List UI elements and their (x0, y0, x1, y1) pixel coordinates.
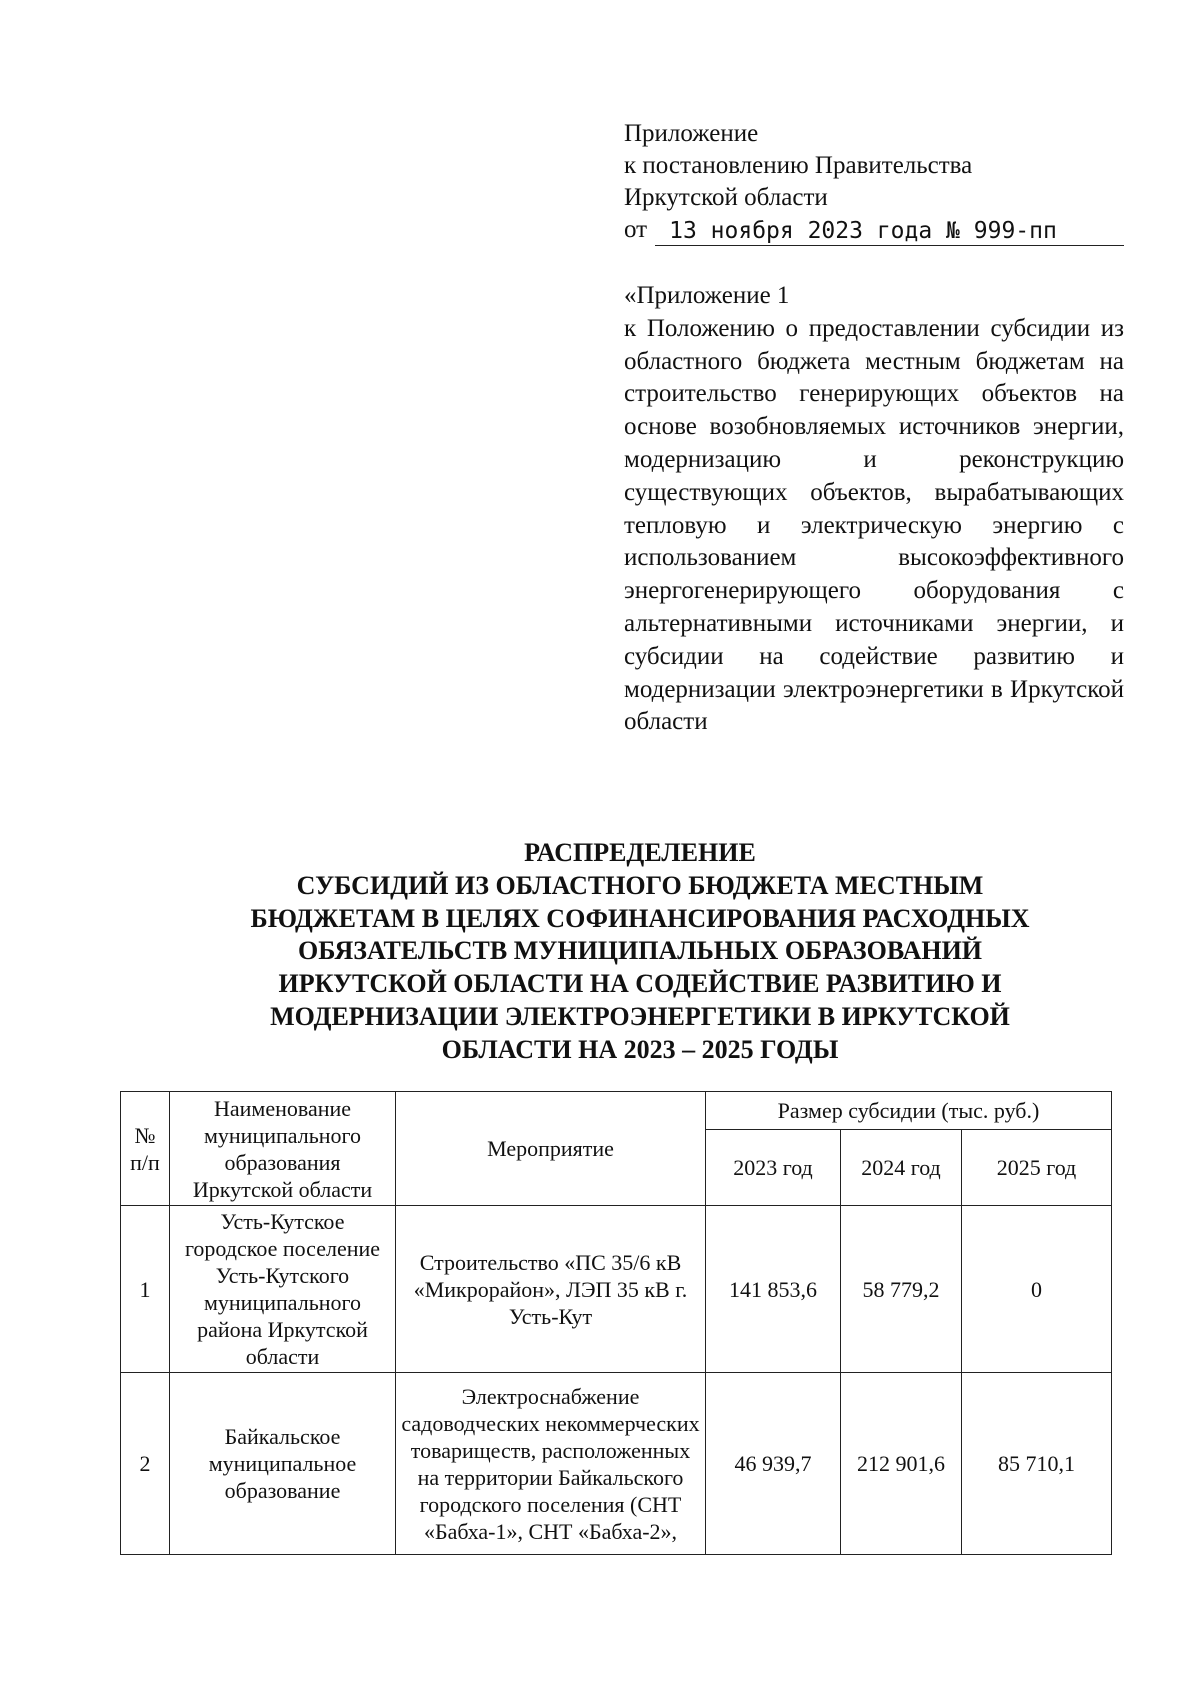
row-municipality: Байкальское муниципальное образование (170, 1373, 396, 1555)
header-municipality: Наименование муниципального образования Иркутской области (170, 1092, 396, 1206)
title-line: МОДЕРНИЗАЦИИ ЭЛЕКТРОЭНЕРГЕТИКИ В ИРКУТСКОЙ (270, 1001, 1010, 1031)
document-title (180, 837, 1100, 1067)
subsidy-table (120, 1091, 1112, 1555)
resolution-date-line (624, 214, 1124, 246)
row-activity: Строительство «ПС 35/6 кВ «Микрорайон», ЛЭП 35 кВ г. Усть-Кут (396, 1206, 706, 1373)
title-line: СУБСИДИЙ ИЗ ОБЛАСТНОГО БЮДЖЕТА МЕСТНЫМ (296, 870, 984, 900)
appendix-header (624, 118, 1124, 246)
header-activity: Мероприятие (396, 1092, 706, 1206)
table-row (121, 1206, 1112, 1373)
resolution-reference: к постановлению Правительства (624, 152, 973, 179)
row-amount-2024: 212 901,6 (841, 1373, 962, 1555)
date-prefix: от (624, 216, 648, 243)
header-amount-group: Размер субсидии (тыс. руб.) (706, 1092, 1112, 1130)
row-amount-2023: 141 853,6 (706, 1206, 841, 1373)
header-year-2025: 2025 год (962, 1130, 1112, 1206)
title-line: РАСПРЕДЕЛЕНИЕ (524, 838, 756, 867)
title-line: БЮДЖЕТАМ В ЦЕЛЯХ СОФИНАНСИРОВАНИЯ РАСХОДНЫХ (250, 903, 1030, 933)
title-line: ОБЛАСТИ НА 2023 – 2025 ГОДЫ (441, 1034, 839, 1064)
header-num: № п/п (121, 1092, 170, 1206)
annex-reference (624, 280, 1124, 739)
row-municipality: Усть-Кутское городское поселение Усть-Кутского муниципального района Иркутской области (170, 1206, 396, 1373)
title-line: ИРКУТСКОЙ ОБЛАСТИ НА СОДЕЙСТВИЕ РАЗВИТИЮ И (278, 969, 1002, 999)
row-amount-2023: 46 939,7 (706, 1373, 841, 1555)
header-year-2023: 2023 год (706, 1130, 841, 1206)
row-num: 2 (121, 1373, 170, 1555)
header-year-2024: 2024 год (841, 1130, 962, 1206)
table-row (121, 1373, 1112, 1555)
resolution-date: 13 ноября 2023 года № 999-пп (655, 217, 1124, 246)
row-amount-2024: 58 779,2 (841, 1206, 962, 1373)
row-amount-2025: 85 710,1 (962, 1373, 1112, 1555)
row-activity: Электроснабжение садоводческих некоммерческих товариществ, расположенных на территории Байкальского городского поселения (СНТ «Бабха-1», СНТ «Бабха-2», (396, 1373, 706, 1555)
row-num: 1 (121, 1206, 170, 1373)
appendix-label: Приложение (624, 120, 759, 147)
region-name: Иркутской области (624, 184, 828, 211)
row-amount-2025: 0 (962, 1206, 1112, 1373)
annex-title: «Приложение 1 (624, 282, 790, 309)
annex-text: к Положению о предоставлении субсидии из областного бюджета местным бюджетам на строительство генерирующих объектов на основе возобновляемых источников энергии, модернизацию и реконструкцию существующих объектов, вырабатывающих тепловую и электрическую энергию с использованием высокоэффективного энергогенерирующего оборудования с альтернативными источниками энергии, и субсидии на содействие развитию и модернизации электроэнергетики в Иркутской области (624, 314, 1124, 736)
title-line: ОБЯЗАТЕЛЬСТВ МУНИЦИПАЛЬНЫХ ОБРАЗОВАНИЙ (297, 936, 983, 966)
